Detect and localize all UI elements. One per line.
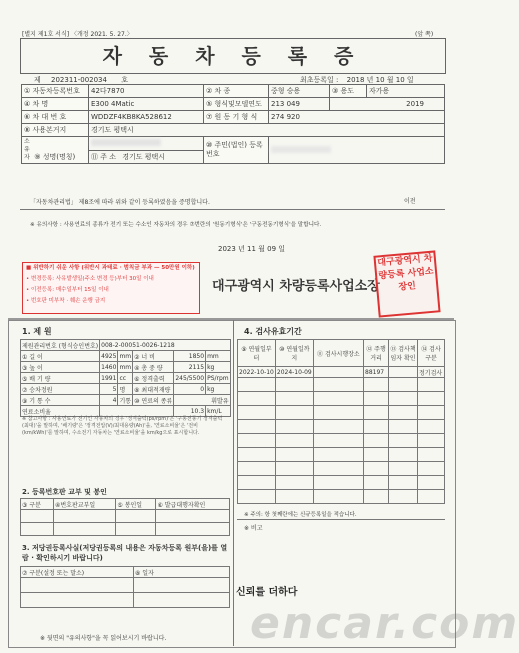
reg-no-label: ① 자동차등록번호 [22,85,89,98]
base-value: 경기도 평택시 [89,124,445,137]
vehicle-info-table [21,84,445,164]
inspection-table [237,339,445,504]
spec-unit: PS/rpm [207,374,229,382]
plate-issue-table [20,498,230,536]
vin-value: WDDZF4KB8KA528612 [89,111,204,124]
spec-value: 4 [100,395,118,406]
spec-unit: mm [206,351,231,362]
warning-title: ■ 위반하기 쉬운 사항 (위반시 과태료 · 범칙금 부과 — 50만원 이하) [26,265,195,271]
spec-unit: km/L [206,406,231,417]
spec-value: 1460 [101,363,117,371]
spec-value: 10.3 [174,406,206,417]
spec-value: 0 [174,384,206,395]
plate-col-header: ⑤ 봉인일 [116,499,156,510]
spec-value: 1991 [101,374,117,382]
divider [237,519,445,520]
spec-value: 휘발유 [174,395,230,406]
page-side-label: (앞 쪽) [415,31,434,38]
legal-statement: 「자동차관리법」 제8조에 따라 위와 같이 등록하였음을 증명합니다. [30,199,210,206]
spec-unit: kg [206,384,231,395]
title-frame [20,38,446,74]
specs-table [20,339,231,417]
plate-col-header: ⑥ 발급대행자확인 [156,499,230,510]
specs-section-title: 1. 제 원 [22,327,52,336]
inspection-place [313,367,363,378]
spec-label: ⑨ 기 통 수 [21,395,100,406]
plate-col-header: ③ 구분 [21,499,54,510]
spec-label: ③ 높 이 [21,362,100,373]
first-registration-date: 2018 년 10 월 10 일 [346,76,414,84]
inspection-check [389,367,418,378]
back-side-notice: ※ 뒷면의 "유의사항"을 꼭 읽어보시기 바랍니다. [40,635,167,642]
engine-value: 274 920 [269,111,445,124]
spec-unit: 기통 [118,395,133,406]
lien-col-header: ⑦ 구분(설정 또는 말소) [21,567,134,578]
inspection-kind: 정기검사 [418,367,445,378]
lien-table [20,566,230,608]
model-value: E300 4Matic [89,98,204,111]
spec-label: ⑤ 배 기 량 [21,373,100,384]
number-label: 제 [34,76,41,84]
watermark: encar.com [250,598,519,649]
redacted-name [91,139,161,146]
spec-label: ④ 총 중 량 [133,362,174,373]
inspection-header: ⑪ 검사시행장소 [313,340,363,367]
lien-col-header: ⑧ 일자 [134,567,230,578]
spec-unit: mm [119,363,132,371]
inspection-from: 2022-10-10 [239,368,274,376]
registration-serial: 202311-002034 [51,76,107,84]
spec-label: 제원관리번호 (형식승인번호) [21,340,100,351]
spec-value: 5 [100,384,118,395]
lien-section-title: 3. 저당권등록사실(저당권등록의 내용은 자동차등록 원부(을)를 열람 · 확인하시기 바랍니다) [22,544,228,562]
vin-label: ⑥ 차 대 번 호 [22,111,89,124]
owner-name-value [89,137,204,151]
spec-unit: cc [118,373,133,384]
inspection-mileage: 88197 [364,367,389,378]
type-year-label: ⑤ 형식및모델연도 [204,98,269,111]
inspection-header: ⑫ 주행거리 [364,340,389,367]
kind-label: ② 차 종 [204,85,269,98]
number-suffix: 호 [121,76,128,84]
efficiency-note: ※ 참고사항 : 사용연료가 전기인 자동차의 경우 '정격출력(ps/rpm)'은 '구동전동기 정격출력(최대)'을 말하며, '배기량'은 '정격전압(V)/최대용량(Ah)'을, '연료소비율'은 '전비(km/kWh)'를 말하며, 수소전기 자동차는 '연료소비율'을 km/kg으로 표시합니다. [22,416,223,436]
violation-warning-box [22,262,200,314]
divider [20,209,445,210]
base-label: ⑧ 사용본거지 [22,124,89,137]
inspection-header: ⑭ 검사 구분 [418,340,445,367]
page-title: 자 동 차 등 록 증 [102,44,364,68]
name-label: ⑨ 성명(명칭) [34,153,76,161]
redacted-id [271,146,331,153]
owner-group-label: 소유자 [24,138,30,161]
slogan: 신뢰를 더하다 [236,587,298,598]
spec-value: 245/5500 [175,374,205,382]
spec-unit: kg [206,362,231,373]
spec-unit: 명 [118,384,133,395]
address-label: ⑪ 주 소 [91,152,116,161]
spec-label: ⑩ 연료의 종류 [133,395,174,406]
id-label: ⑩ 주민(법인) 등록번호 [204,137,269,164]
spec-label: 연료소비율 [21,406,100,417]
use-label: ③ 용도 [330,85,367,98]
address-value: 경기도 평택시 [122,152,166,161]
form-reference: [별지 제1호 서식] 〈개정 2021. 5. 27.〉 [22,31,133,38]
spec-label: ② 너 비 [133,351,174,362]
spec-label: ⑥ 정격출력 [133,373,174,384]
issuer-name: 대구광역시 차량등록사업소장 [212,279,380,294]
inspection-header: ⑬ 검사책임자 확인 [389,340,418,367]
spec-label: ⑧ 최대적재량 [133,384,174,395]
remarks-label: ※ 비고 [244,525,263,532]
vertical-divider [233,320,234,646]
issue-date: 2023 년 11 월 09 일 [218,245,286,253]
inspection-header: ⑨ 연월일부터 [238,340,276,367]
inspection-notice: ※ 주의: 항 첫째란에는 신규등록일을 적습니다. [244,512,357,518]
transfer-label: 이전 [404,198,416,205]
model-year: 2019 [330,98,445,111]
use-value: 자가용 [367,85,445,98]
reg-no-value: 42다7870 [89,85,204,98]
spec-value: 1850 [174,351,206,362]
spec-label: ① 길 이 [21,351,100,362]
official-seal: 대구광역시 차량등록 사업소장인 [373,250,440,317]
inspection-row [238,367,445,378]
inspection-section-title: 4. 검사유효기간 [244,327,302,336]
model-label: ④ 차 명 [22,98,89,111]
warning-line: • 번호판 미부착 · 훼손 운행 금지 [26,298,106,304]
warning-line: • 변경등록: 사유발생일(주소 변경 등)부터 30일 이내 [26,276,154,282]
engine-label: ⑦ 원 동 기 형 식 [204,111,269,124]
kind-value: 중형 승용 [269,85,330,98]
section-divider [8,318,454,320]
type-code: 213 049 [269,98,330,111]
spec-label: ⑦ 승차정원 [21,384,100,395]
inspection-header: ⑩ 연월일까지 [275,340,313,367]
plate-col-header: ④번호판교부일 [54,499,116,510]
warning-line: • 이전등록: 매수일부터 15일 이내 [26,287,109,293]
spec-value: 008-2-00051-0026-1218 [100,340,231,351]
first-registration-label: 최초등록일 : [300,76,339,84]
spec-value: 2115 [174,362,206,373]
plate-section-title: 2. 등록번호판 교부 및 봉인 [22,488,107,496]
spec-unit: mm [119,352,132,360]
spec-value: 4925 [101,352,117,360]
caution-note: ※ 유의사항 : 사용연료의 종류가 전기 또는 수소인 자동차의 경우 ⑦번란의 '원동기형식'은 '구동전동기형식'을 말합니다. [30,222,322,228]
owner-id-value [269,137,445,164]
inspection-to: 2024-10-09 [276,368,312,376]
